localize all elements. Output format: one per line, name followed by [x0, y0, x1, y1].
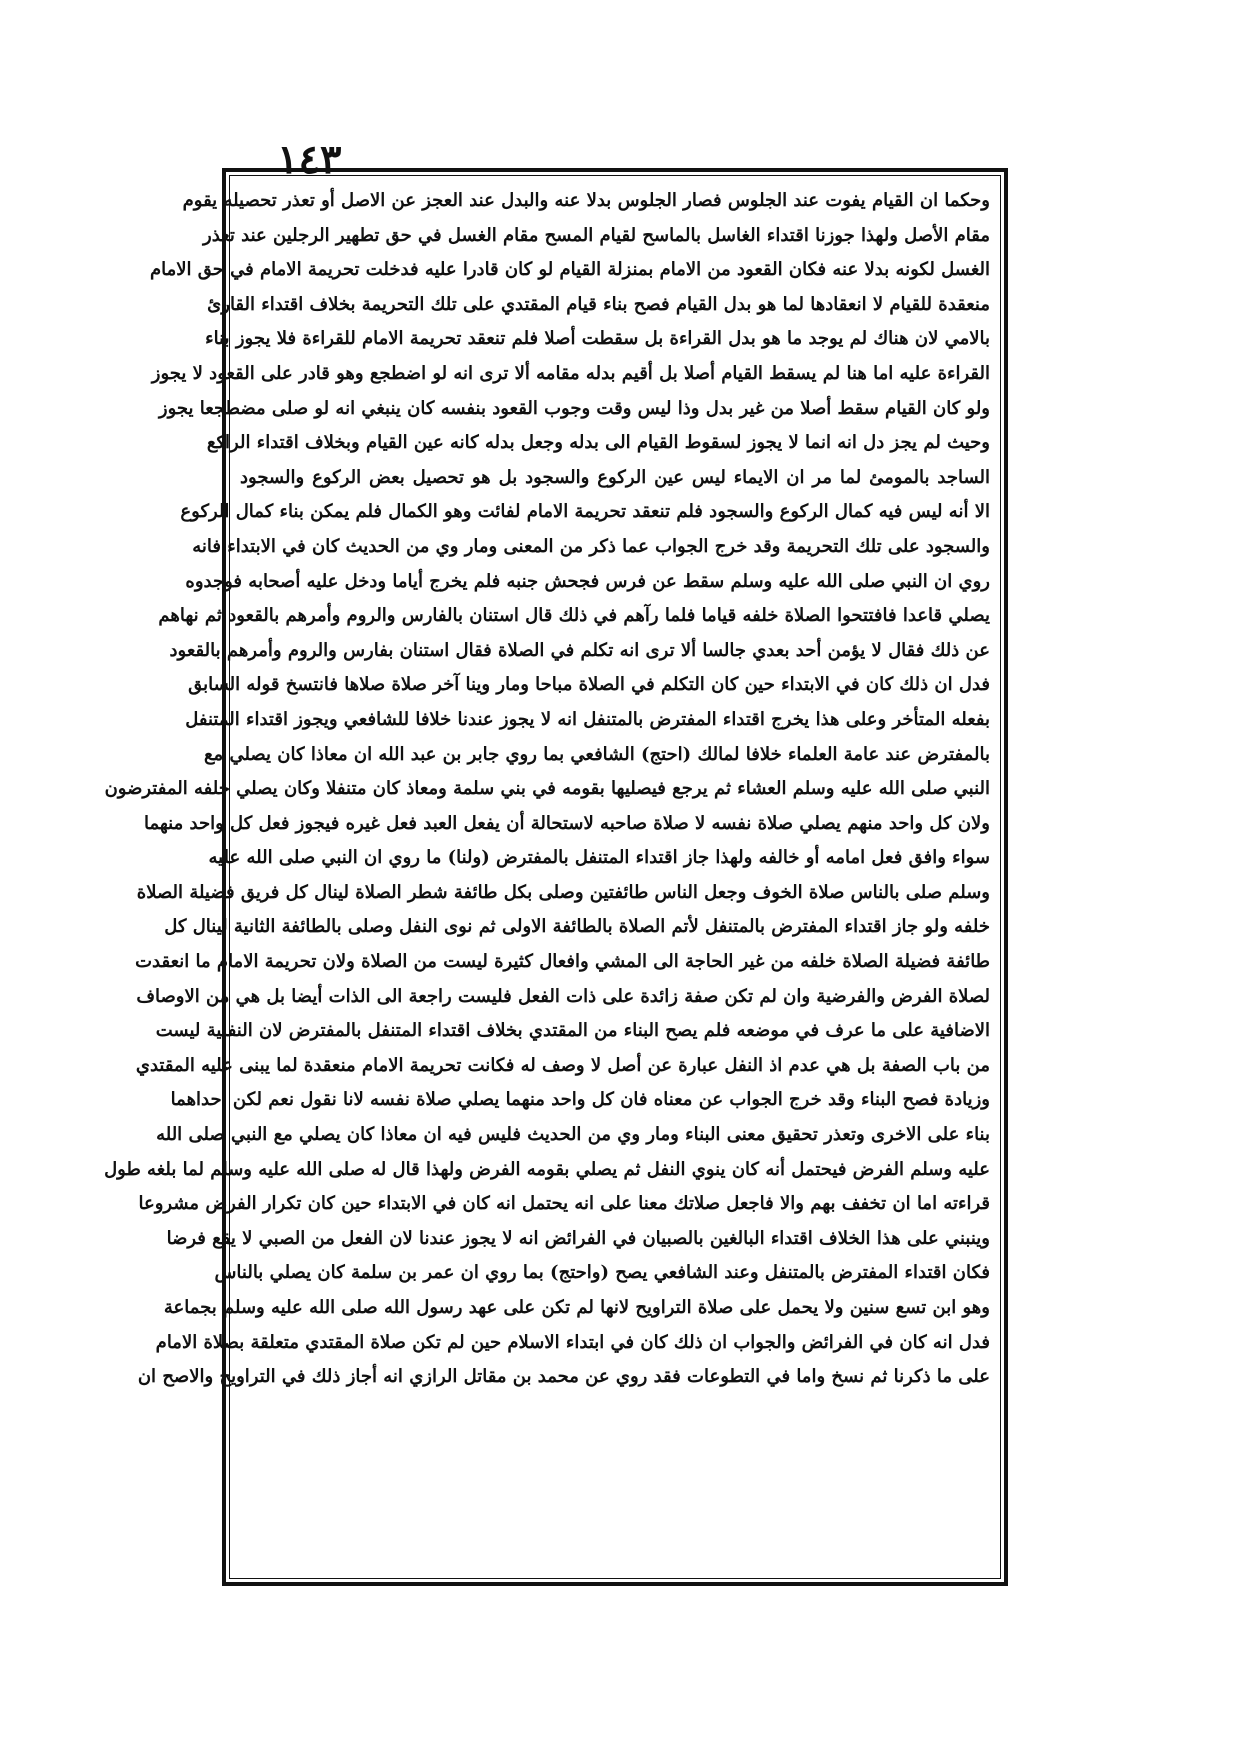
text-line: فدل ان ذلك كان في الابتداء حين كان التكلم في الصلاة مباحا ومار وينا آخر صلاة صلاها فانتسخ قوله السابق	[188, 674, 990, 696]
text-line: لصلاة الفرض والفرضية وان لم تكن صفة زائدة على ذات الفعل فليست راجعة الى الذات أيضا بل هي من الاوصاف	[136, 985, 990, 1007]
text-line: وسلم صلى بالناس صلاة الخوف وجعل الناس طائفتين وصلى بكل طائفة شطر الصلاة لينال كل فريق فضيلة الصلاة	[136, 881, 990, 903]
text-line: ولو كان القيام سقط أصلا من غير بدل وذا ليس وقت وجوب القعود بنفسه كان ينبغي انه لو صلى مضطجعا يجوز	[158, 397, 990, 419]
text-block	[104, 184, 990, 1574]
text-line: وحكما ان القيام يفوت عند الجلوس فصار الجلوس بدلا عنه والبدل عند العجز عن الاصل أو تعذر تحصيله يقوم	[182, 190, 990, 211]
text-line: روي ان النبي صلى الله عليه وسلم سقط عن فرس فجحش جنبه فلم يخرج أياما ودخل عليه أصحابه فوجدوه	[185, 570, 990, 592]
text-line: من باب الصفة بل هي عدم اذ النفل عبارة عن أصل لا وصف له فكانت تحريمة الامام منعقدة لما يبنى عليه المقتدي	[135, 1054, 990, 1076]
text-line: طائفة فضيلة الصلاة خلفه من غير الحاجة الى المشي وافعال كثيرة ليست من الصلاة ولان تحريمة الامام ما انعقدت	[135, 951, 990, 973]
text-line: منعقدة للقيام لا انعقادها لما هو بدل القيام فصح بناء قيام المقتدي على تلك التحريمة بخلاف اقتداء القارئ	[207, 293, 990, 315]
text-line: وهو ابن تسع سنين ولا يحمل على صلاة التراويح لانها لم تكن على عهد رسول الله صلى الله عليه وسلم بجماعة	[163, 1297, 990, 1318]
text-line: عن ذلك فقال لا يؤمن أحد بعدي جالسا ألا ترى انه تكلم في الصلاة فقال استنان بفارس والروم وأمرهم بالقعود	[169, 639, 990, 661]
text-line: ولان كل واحد منهم يصلي صلاة نفسه لا صلاة صاحبه لاستحالة أن يفعل العبد فعل غيره فيجوز فعل كل واحد منهما	[143, 812, 990, 834]
page-number: ١٤٣	[277, 136, 342, 183]
text-line: بالمفترض عند عامة العلماء خلافا لمالك (احتج) الشافعي بما روي جابر بن عبد الله ان معاذا كان يصلي مع	[203, 743, 990, 765]
text-line: فكان اقتداء المفترض بالمتنفل وعند الشافعي يصح (واحتج) بما روي ان عمر بن سلمة كان يصلي بالناس	[214, 1262, 990, 1284]
text-line: الساجد بالمومئ لما مر ان الايماء ليس عين الركوع والسجود بل هو تحصيل بعض الركوع والسجود	[240, 466, 990, 488]
text-line: القراءة عليه اما هنا لم يسقط القيام أصلا بل أقيم بدله مقامه ألا ترى انه لو اضطجع وهو قادر على القعود لا يجوز	[151, 362, 990, 384]
text-line: وحيث لم يجز دل انه انما لا يجوز لسقوط القيام الى بدله وجعل بدله كانه عين القيام وبخلاف اقتداء الراكع	[206, 432, 990, 454]
text-line: عليه وسلم الفرض فيحتمل أنه كان ينوي النفل ثم يصلي بقومه الفرض ولهذا قال له صلى الله عليه وسلم لما بلغه طول	[104, 1158, 990, 1180]
text-line: على ما ذكرنا ثم نسخ واما في التطوعات فقد روي عن محمد بن مقاتل الرازي انه أجاز ذلك في التراويح والاصح ان	[137, 1366, 990, 1388]
text-line: النبي صلى الله عليه وسلم العشاء ثم يرجع فيصليها بقومه في بني سلمة ومعاذ كان متنفلا وكان يصلي خلفه المفترضون	[104, 778, 990, 800]
text-line: مقام الأصل ولهذا جوزنا اقتداء الغاسل بالماسح لقيام المسح مقام الغسل في حق تطهير الرجلين عند تعذر	[203, 224, 990, 246]
text-line: سواء وافق فعل امامه أو خالفه ولهذا جاز اقتداء المتنفل بالمفترض (ولنا) ما روي ان النبي صلى الله عليه	[208, 847, 990, 869]
text-line: خلفه ولو جاز اقتداء المفترض بالمتنفل لأتم الصلاة بالطائفة الاولى ثم نوى النفل وصلى بالطائفة الثانية لينال كل	[164, 916, 990, 938]
text-line: فدل انه كان في الفرائض والجواب ان ذلك كان في ابتداء الاسلام حين لم تكن صلاة المقتدي متعلقة بصلاة الامام	[155, 1331, 990, 1353]
text-line: قراءته اما ان تخفف بهم والا فاجعل صلاتك معنا على انه يحتمل انه كان في الابتداء حين كان تكرار الفرض مشروعا	[138, 1193, 990, 1215]
text-line: والسجود على تلك التحريمة وقد خرج الجواب عما ذكر من المعنى ومار وي من الحديث كان في الابتداء فانه	[192, 535, 990, 557]
text-line: الاضافية على ما عرف في موضعه فلم يصح البناء من المقتدي بخلاف اقتداء المتنفل بالمفترض لان النفلية ليست	[155, 1020, 990, 1042]
text-line: يصلي قاعدا فافتتحوا الصلاة خلفه قياما فلما رآهم في ذلك قال استنان بالفارس والروم وأمرهم بالقعود ثم نهاهم	[158, 605, 990, 627]
text-line: بناء على الاخرى وتعذر تحقيق معنى البناء ومار وي من الحديث فليس فيه ان معاذا كان يصلي مع النبي صلى الله	[156, 1124, 990, 1146]
text-line: وينبني على هذا الخلاف اقتداء البالغين بالصبيان في الفرائض انه لا يجوز عندنا لان الفعل من الصبي لا يقع فرضا	[166, 1227, 990, 1249]
text-line: الغسل لكونه بدلا عنه فكان القعود من الامام بمنزلة القيام لو كان قادرا عليه فدخلت تحريمة الامام في حق الامام	[149, 259, 990, 281]
text-line: وزيادة فصح البناء وقد خرج الجواب عن معناه فان كل واحد منهما يصلي صلاة نفسه لانا نقول نعم لكن احداهما	[170, 1089, 990, 1111]
text-line: بفعله المتأخر وعلى هذا يخرج اقتداء المفترض بالمتنفل انه لا يجوز عندنا خلافا للشافعي ويجوز اقتداء المتنفل	[185, 708, 990, 730]
text-line: بالامي لان هناك لم يوجد ما هو بدل القراءة بل سقطت أصلا فلم تنعقد تحريمة الامام للقراءة فلا يجوز بناء	[205, 328, 990, 350]
text-line: الا أنه ليس فيه كمال الركوع والسجود فلم تنعقد تحريمة الامام لفائت وهو الكمال فلم يمكن بناء كمال الركوع	[180, 501, 990, 523]
